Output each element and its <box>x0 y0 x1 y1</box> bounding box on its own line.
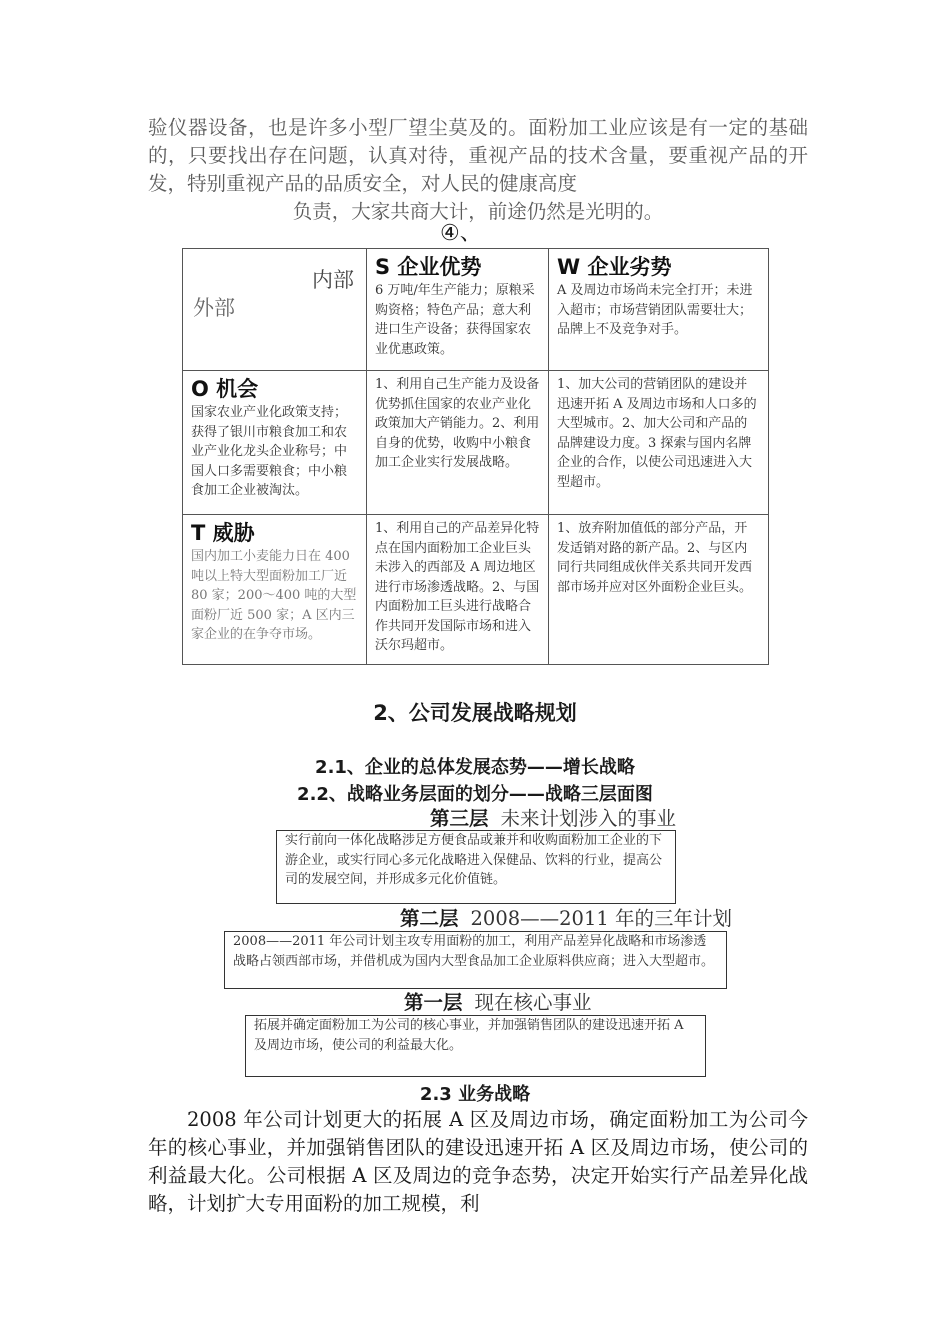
layer-1-label: 第一层 <box>404 991 463 1014</box>
swot-table <box>182 248 769 665</box>
layer-2-box <box>224 931 727 989</box>
weaknesses-text: A 及周边市场尚未完全打开；未进入超市；市场营销团队需要壮大；品牌上不及竞争对手。 <box>557 283 753 337</box>
corner-outside-label: 外部 <box>193 296 235 320</box>
layer-2-label: 第二层 <box>400 907 459 930</box>
layer-2-text: 2008——2011 年公司计划主攻专用面粉的加工，利用产品差异化战略和市场渗透战略占领西部市场，并借机成为国内大型食品加工企业原料供应商；进入大型超市。 <box>233 934 715 969</box>
opportunities-cell <box>183 371 367 515</box>
opportunities-text: 国家农业产业化政策支持；获得了银川市粮食加工和农业产业化龙头企业称号；中国人口多需要粮食；中小粮食加工企业被淘汰。 <box>191 405 348 498</box>
section-2-2-title: 2.2、战略业务层面的划分——战略三层面图 <box>297 784 653 805</box>
layer-1-name: 现在核心事业 <box>474 991 592 1014</box>
section-2-1-title: 2.1、企业的总体发展态势——增长战略 <box>315 757 635 778</box>
wo-strategy-cell <box>549 371 769 515</box>
threats-cell <box>183 515 367 665</box>
section-2-title: 2、公司发展战略规划 <box>373 701 577 725</box>
section-2-3-title: 2.3 业务战略 <box>419 1084 531 1105</box>
swot-corner-cell <box>183 249 367 371</box>
layer-3-name: 未来计划涉入的事业 <box>500 807 677 830</box>
layer-3-box <box>276 830 676 904</box>
weaknesses-cell <box>549 249 769 371</box>
st-strategy-cell <box>367 515 549 665</box>
intro-last-line: 负责，大家共商大计，前途仍然是光明的。 <box>292 200 664 223</box>
layer-2-title <box>400 906 732 932</box>
strengths-heading: S 企业优势 <box>375 255 482 279</box>
corner-inside-label: 内部 <box>312 268 354 292</box>
layer-3-text: 实行前向一体化战略涉足方便食品或兼并和收购面粉加工企业的下游企业，或实行同心多元化战略进入保健品、饮料的行业，提高公司的发展空间，并形成多元化价值链。 <box>285 833 663 887</box>
wt-strategy-text: 1、放弃附加值低的部分产品，开发适销对路的新产品。2、与区内同行共同组成伙伴关系共同开发西部市场并应对区外面粉企业巨头。 <box>557 521 753 595</box>
layer-2-name: 2008——2011 年的三年计划 <box>470 907 732 930</box>
weaknesses-heading: W 企业劣势 <box>557 255 672 279</box>
so-strategy-text: 1、利用自己生产能力及设备优势抓住国家的农业产业化政策加大产销能力。2、利用自身的优势，收购中小粮食加工企业实行发展战略。 <box>375 377 540 470</box>
layer-3-label: 第三层 <box>430 807 489 830</box>
strengths-text: 6 万吨/年生产能力；原粮采购资格；特色产品；意大利进口生产设备；获得国家农业优惠政策。 <box>375 283 535 357</box>
layer-3-title <box>430 806 676 832</box>
section-2-3-paragraph: 2008 年公司计划更大的拓展 A 区及周边市场，确定面粉加工为公司今年的核心事业，并加强销售团队的建设迅速开拓 A 区及周边市场，使公司的利益最大化。公司根据 A 区及周边的竞争态势，决定开始实行产品差异化战略，计划扩大专用面粉的加工规模，利 <box>148 1108 808 1215</box>
opportunities-heading: O 机会 <box>191 377 259 401</box>
intro-paragraph: 验仪器设备，也是许多小型厂望尘莫及的。面粉加工业应该是有一定的基础的，只要找出存在问题，认真对待，重视产品的技术含量，要重视产品的开发，特别重视产品的品质安全，对人民的健康高度 <box>148 116 808 195</box>
swot-label: ④、 <box>440 221 482 246</box>
threats-heading: T 威胁 <box>191 521 255 545</box>
wt-strategy-cell <box>549 515 769 665</box>
threats-text: 国内加工小麦能力日在 400 吨以上特大型面粉加工厂近 80 家；200～400 吨的大型面粉厂近 500 家；A 区内三家企业的在争夺市场。 <box>191 549 357 642</box>
layer-1-box <box>245 1015 706 1077</box>
so-strategy-cell <box>367 371 549 515</box>
st-strategy-text: 1、利用自己的产品差异化特点在国内面粉加工企业巨头未涉入的西部及 A 周边地区进行市场渗透战略。2、与国内面粉加工巨头进行战略合作共同开发国际市场和进入沃尔玛超市。 <box>375 521 540 653</box>
layer-1-text: 拓展并确定面粉加工为公司的核心事业，并加强销售团队的建设迅速开拓 A 及周边市场，使公司的利益最大化。 <box>254 1018 684 1053</box>
strengths-cell <box>367 249 549 371</box>
wo-strategy-text: 1、加大公司的营销团队的建设并迅速开拓 A 及周边市场和人口多的大型城市。2、加大公司和产品的品牌建设力度。3 探索与国内名牌企业的合作，以使公司迅速进入大型超市。 <box>557 377 757 490</box>
layer-1-title <box>404 990 592 1016</box>
